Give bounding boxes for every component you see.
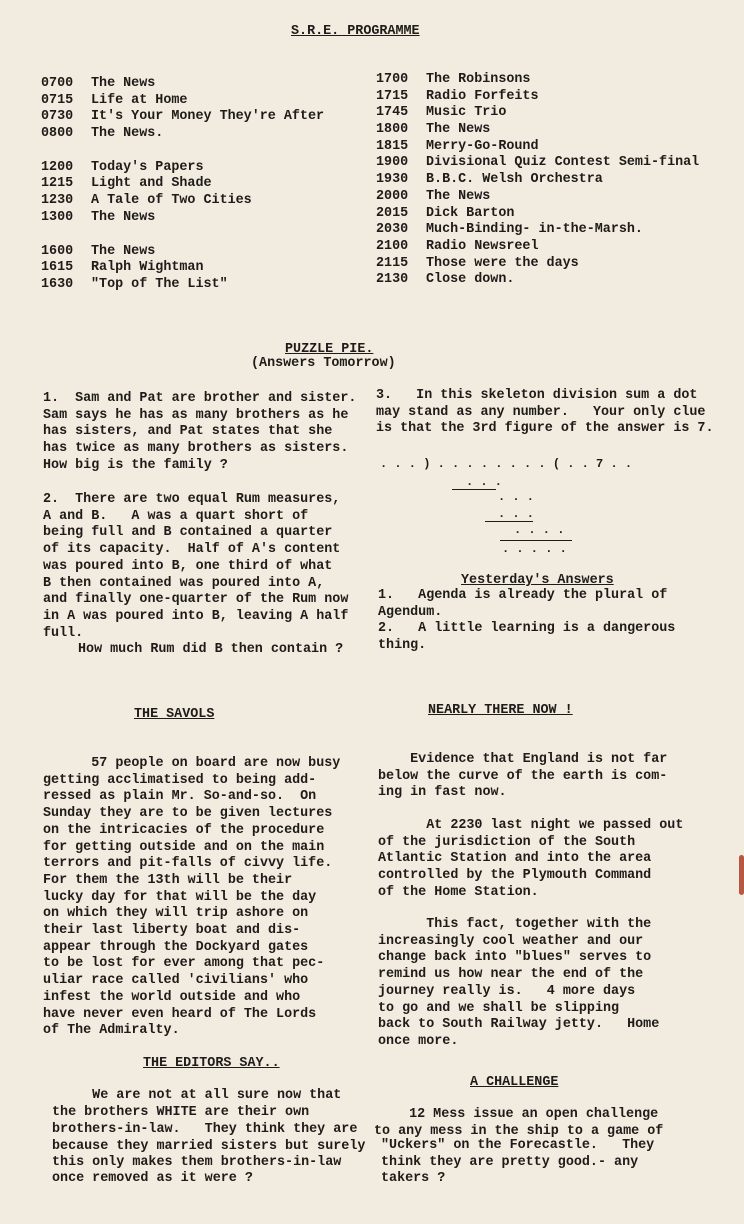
text-line: 1. Sam and Pat are brother and sister. xyxy=(43,391,357,406)
text-line: journey really is. 4 more days xyxy=(378,983,636,999)
schedule-program: Dick Barton xyxy=(426,205,515,221)
text-line: below the curve of the earth is com- xyxy=(378,768,668,784)
nearly-paragraph-1 xyxy=(378,752,667,802)
text-line: was poured into B, one third of what xyxy=(43,558,333,574)
text-line: Sam says he has as many brothers as he xyxy=(43,407,349,423)
schedule-program: Radio Forfeits xyxy=(426,88,539,104)
text-line: infest the world outside and who xyxy=(43,989,301,1005)
schedule-row xyxy=(41,260,324,277)
schedule-row xyxy=(41,126,324,143)
schedule-row xyxy=(41,93,324,110)
schedule-row xyxy=(41,193,324,210)
text-line: terrors and pit-falls of civvy life. xyxy=(43,856,333,872)
page-title: S.R.E. PROGRAMME xyxy=(291,24,420,39)
savols-body xyxy=(43,756,340,1040)
text-line: This fact, together with the xyxy=(378,917,652,932)
schedule-row xyxy=(376,256,699,273)
schedule-time: 1600 xyxy=(41,243,74,259)
challenge-title: A CHALLENGE xyxy=(470,1075,559,1090)
editors-line-3: brothers-in-law. They think they are xyxy=(52,1122,358,1137)
text-line: 1. Agenda is already the plural of xyxy=(378,588,668,603)
schedule-time: 2030 xyxy=(376,222,409,238)
schedule-program: Those were the days xyxy=(426,255,579,271)
division-row-3: . . . xyxy=(498,507,535,521)
editors-line-4: because they married sisters but surely xyxy=(52,1139,366,1154)
division-rule-2 xyxy=(485,521,533,522)
challenge-line-1: 12 Mess issue an open challenge xyxy=(393,1107,659,1122)
schedule-time: 1700 xyxy=(376,72,409,87)
text-line: their last liberty boat and dis- xyxy=(43,923,301,939)
schedule-time: 1215 xyxy=(41,176,74,192)
schedule-time: 2130 xyxy=(376,272,409,288)
schedule-row xyxy=(376,189,699,206)
schedule-row xyxy=(376,122,699,139)
schedule-program: The News xyxy=(91,209,156,225)
schedule-program: Radio Newsreel xyxy=(426,238,539,254)
text-line: full. xyxy=(43,625,84,641)
text-line: in A was poured into B, leaving A half xyxy=(43,608,349,624)
schedule-row xyxy=(41,210,324,227)
schedule-program: The News xyxy=(91,76,156,91)
text-line: may stand as any number. Your only clue xyxy=(376,404,706,420)
text-line: Sunday they are to be given lectures xyxy=(43,806,333,822)
text-line: appear through the Dockyard gates xyxy=(43,939,309,955)
schedule-program: Divisional Quiz Contest Semi-final xyxy=(426,155,700,171)
schedule-program: Close down. xyxy=(426,272,515,288)
text-line: A and B. A was a quart short of xyxy=(43,508,309,524)
schedule-time: 2000 xyxy=(376,188,409,204)
division-rule-3 xyxy=(500,540,572,541)
text-line: is that the 3rd figure of the answer is 7. xyxy=(376,421,714,437)
schedule-block xyxy=(41,244,324,294)
schedule-row xyxy=(376,206,699,223)
text-line: on the intricacies of the procedure xyxy=(43,822,325,838)
text-line: B then contained was poured into A, xyxy=(43,575,325,591)
schedule-program: The Robinsons xyxy=(426,72,531,87)
puzzle-title: PUZZLE PIE. xyxy=(285,342,374,357)
schedule-row xyxy=(41,277,324,294)
schedule-time: 1715 xyxy=(376,88,409,104)
text-line: remind us how near the end of the xyxy=(378,967,644,983)
text-line: and finally one-quarter of the Rum now xyxy=(43,592,349,608)
schedule-program: Light and Shade xyxy=(91,176,212,192)
schedule-time: 1815 xyxy=(376,138,409,154)
schedule-row xyxy=(41,76,324,93)
editors-line-5: this only makes them brothers-in-law xyxy=(52,1155,342,1170)
division-dividend-line: . . . ) . . . . . . . . ( . . 7 . . xyxy=(380,457,633,471)
text-line: once more. xyxy=(378,1033,459,1049)
savols-title: THE SAVOLS xyxy=(134,707,215,722)
schedule-program: It's Your Money They're After xyxy=(91,109,325,125)
schedule-program: Much-Binding- in-the-Marsh. xyxy=(426,222,643,238)
division-row-5: . . . . . xyxy=(502,542,567,556)
text-line: for getting outside and on the main xyxy=(43,839,325,855)
text-line: thing. xyxy=(378,638,427,654)
schedule-row xyxy=(41,109,324,126)
schedule-time: 1800 xyxy=(376,122,409,138)
schedule-row xyxy=(376,139,699,156)
puzzle-subtitle: (Answers Tomorrow) xyxy=(251,356,396,371)
text-line: to be lost for ever among that pec- xyxy=(43,956,325,972)
text-line: of the jurisdiction of the South xyxy=(378,834,636,850)
puzzle-question-1 xyxy=(43,391,356,475)
schedule-time: 1615 xyxy=(41,260,74,276)
schedule-block xyxy=(41,76,324,143)
text-line: of its capacity. Half of A's content xyxy=(43,542,341,558)
schedule-time: 1900 xyxy=(376,155,409,171)
schedule-time: 2115 xyxy=(376,255,409,271)
schedule-time: 0800 xyxy=(41,126,74,142)
editors-line-6: once removed as it were ? xyxy=(52,1171,253,1186)
schedule-left xyxy=(41,76,324,294)
nearly-paragraph-3 xyxy=(378,917,659,1051)
puzzle-question-3 xyxy=(376,388,714,438)
text-line: 2. There are two equal Rum measures, xyxy=(43,492,341,507)
editors-title: THE EDITORS SAY.. xyxy=(143,1056,280,1071)
schedule-time: 1200 xyxy=(41,159,74,175)
schedule-program: The News xyxy=(426,122,491,138)
schedule-row xyxy=(41,160,324,177)
yesterday-answers-title: Yesterday's Answers xyxy=(461,573,614,588)
text-line: on which they will trip ashore on xyxy=(43,906,309,922)
schedule-row xyxy=(376,155,699,172)
text-line: of the Home Station. xyxy=(378,884,539,900)
schedule-time: 0715 xyxy=(41,92,74,108)
nearly-title: NEARLY THERE NOW ! xyxy=(428,703,573,718)
schedule-row xyxy=(41,176,324,193)
editors-line-1: We are not at all sure now that xyxy=(52,1088,342,1103)
challenge-line-5: takers ? xyxy=(381,1171,446,1186)
text-line: being full and B contained a quarter xyxy=(43,525,333,541)
text-line: of The Admiralty. xyxy=(43,1023,180,1039)
text-line: 3. In this skeleton division sum a dot xyxy=(376,388,698,403)
schedule-time: 1630 xyxy=(41,276,74,292)
schedule-program: Life at Home xyxy=(91,92,188,108)
text-line: change back into "blues" serves to xyxy=(378,950,652,966)
schedule-row xyxy=(376,239,699,256)
division-row-4: . . . . xyxy=(514,523,565,537)
schedule-time: 1930 xyxy=(376,172,409,188)
text-line: ressed as plain Mr. So-and-so. On xyxy=(43,789,317,805)
challenge-line-2: to any mess in the ship to a game of xyxy=(374,1124,664,1139)
schedule-time: 1745 xyxy=(376,105,409,121)
text-line: has sisters, and Pat states that she xyxy=(43,424,333,440)
schedule-program: A Tale of Two Cities xyxy=(91,193,252,209)
text-line: How big is the family ? xyxy=(43,457,228,473)
schedule-time: 0730 xyxy=(41,109,74,125)
text-line: Agendum. xyxy=(378,604,443,620)
schedule-time: 2015 xyxy=(376,205,409,221)
editors-line-2: the brothers WHITE are their own xyxy=(52,1105,310,1120)
text-line: has twice as many brothers as sisters. xyxy=(43,441,349,457)
yesterday-answers xyxy=(378,588,675,655)
schedule-right xyxy=(376,72,699,289)
text-line: Evidence that England is not far xyxy=(378,752,668,767)
schedule-program: "Top of The List" xyxy=(91,276,228,292)
schedule-row xyxy=(376,89,699,106)
text-line: back to South Railway jetty. Home xyxy=(378,1017,660,1033)
schedule-program: Today's Papers xyxy=(91,159,204,175)
text-line: uliar race called 'civilians' who xyxy=(43,973,309,989)
schedule-program: Music Trio xyxy=(426,105,507,121)
schedule-time: 1300 xyxy=(41,209,74,225)
text-line: ing in fast now. xyxy=(378,785,507,801)
schedule-row xyxy=(376,222,699,239)
schedule-program: Ralph Wightman xyxy=(91,260,204,276)
schedule-row xyxy=(376,105,699,122)
text-line: controlled by the Plymouth Command xyxy=(378,868,652,884)
schedule-time: 0700 xyxy=(41,76,74,91)
schedule-row xyxy=(376,272,699,289)
challenge-line-4: think they are pretty good.- any xyxy=(381,1155,639,1170)
red-stain-mark xyxy=(739,855,744,895)
puzzle-question-2-last: How much Rum did B then contain ? xyxy=(78,642,344,657)
division-rule-1 xyxy=(452,489,496,490)
text-line: to go and we shall be slipping xyxy=(378,1000,620,1016)
text-line: 57 people on board are now busy xyxy=(43,756,341,771)
text-line: At 2230 last night we passed out xyxy=(378,818,684,833)
puzzle-question-2 xyxy=(43,492,348,642)
schedule-program: The News xyxy=(91,243,156,259)
schedule-time: 2100 xyxy=(376,238,409,254)
text-line: lucky day for that will be the day xyxy=(43,889,317,905)
schedule-row xyxy=(376,172,699,189)
text-line: 2. A little learning is a dangerous xyxy=(378,621,676,637)
schedule-time: 1230 xyxy=(41,193,74,209)
division-row-1: . . . xyxy=(466,475,503,489)
schedule-block xyxy=(41,160,324,227)
text-line: have never even heard of The Lords xyxy=(43,1006,317,1022)
text-line: getting acclimatised to being add- xyxy=(43,772,317,788)
schedule-row xyxy=(376,72,699,89)
schedule-program: The News. xyxy=(91,126,164,142)
schedule-program: The News xyxy=(426,188,491,204)
schedule-row xyxy=(41,244,324,261)
division-row-2: . . . xyxy=(498,490,535,504)
text-line: Atlantic Station and into the area xyxy=(378,851,652,867)
schedule-program: Merry-Go-Round xyxy=(426,138,539,154)
text-line: increasingly cool weather and our xyxy=(378,933,644,949)
challenge-line-3: "Uckers" on the Forecastle. They xyxy=(381,1138,655,1153)
schedule-program: B.B.C. Welsh Orchestra xyxy=(426,172,603,188)
text-line: For them the 13th will be their xyxy=(43,872,293,888)
nearly-paragraph-2 xyxy=(378,818,683,902)
